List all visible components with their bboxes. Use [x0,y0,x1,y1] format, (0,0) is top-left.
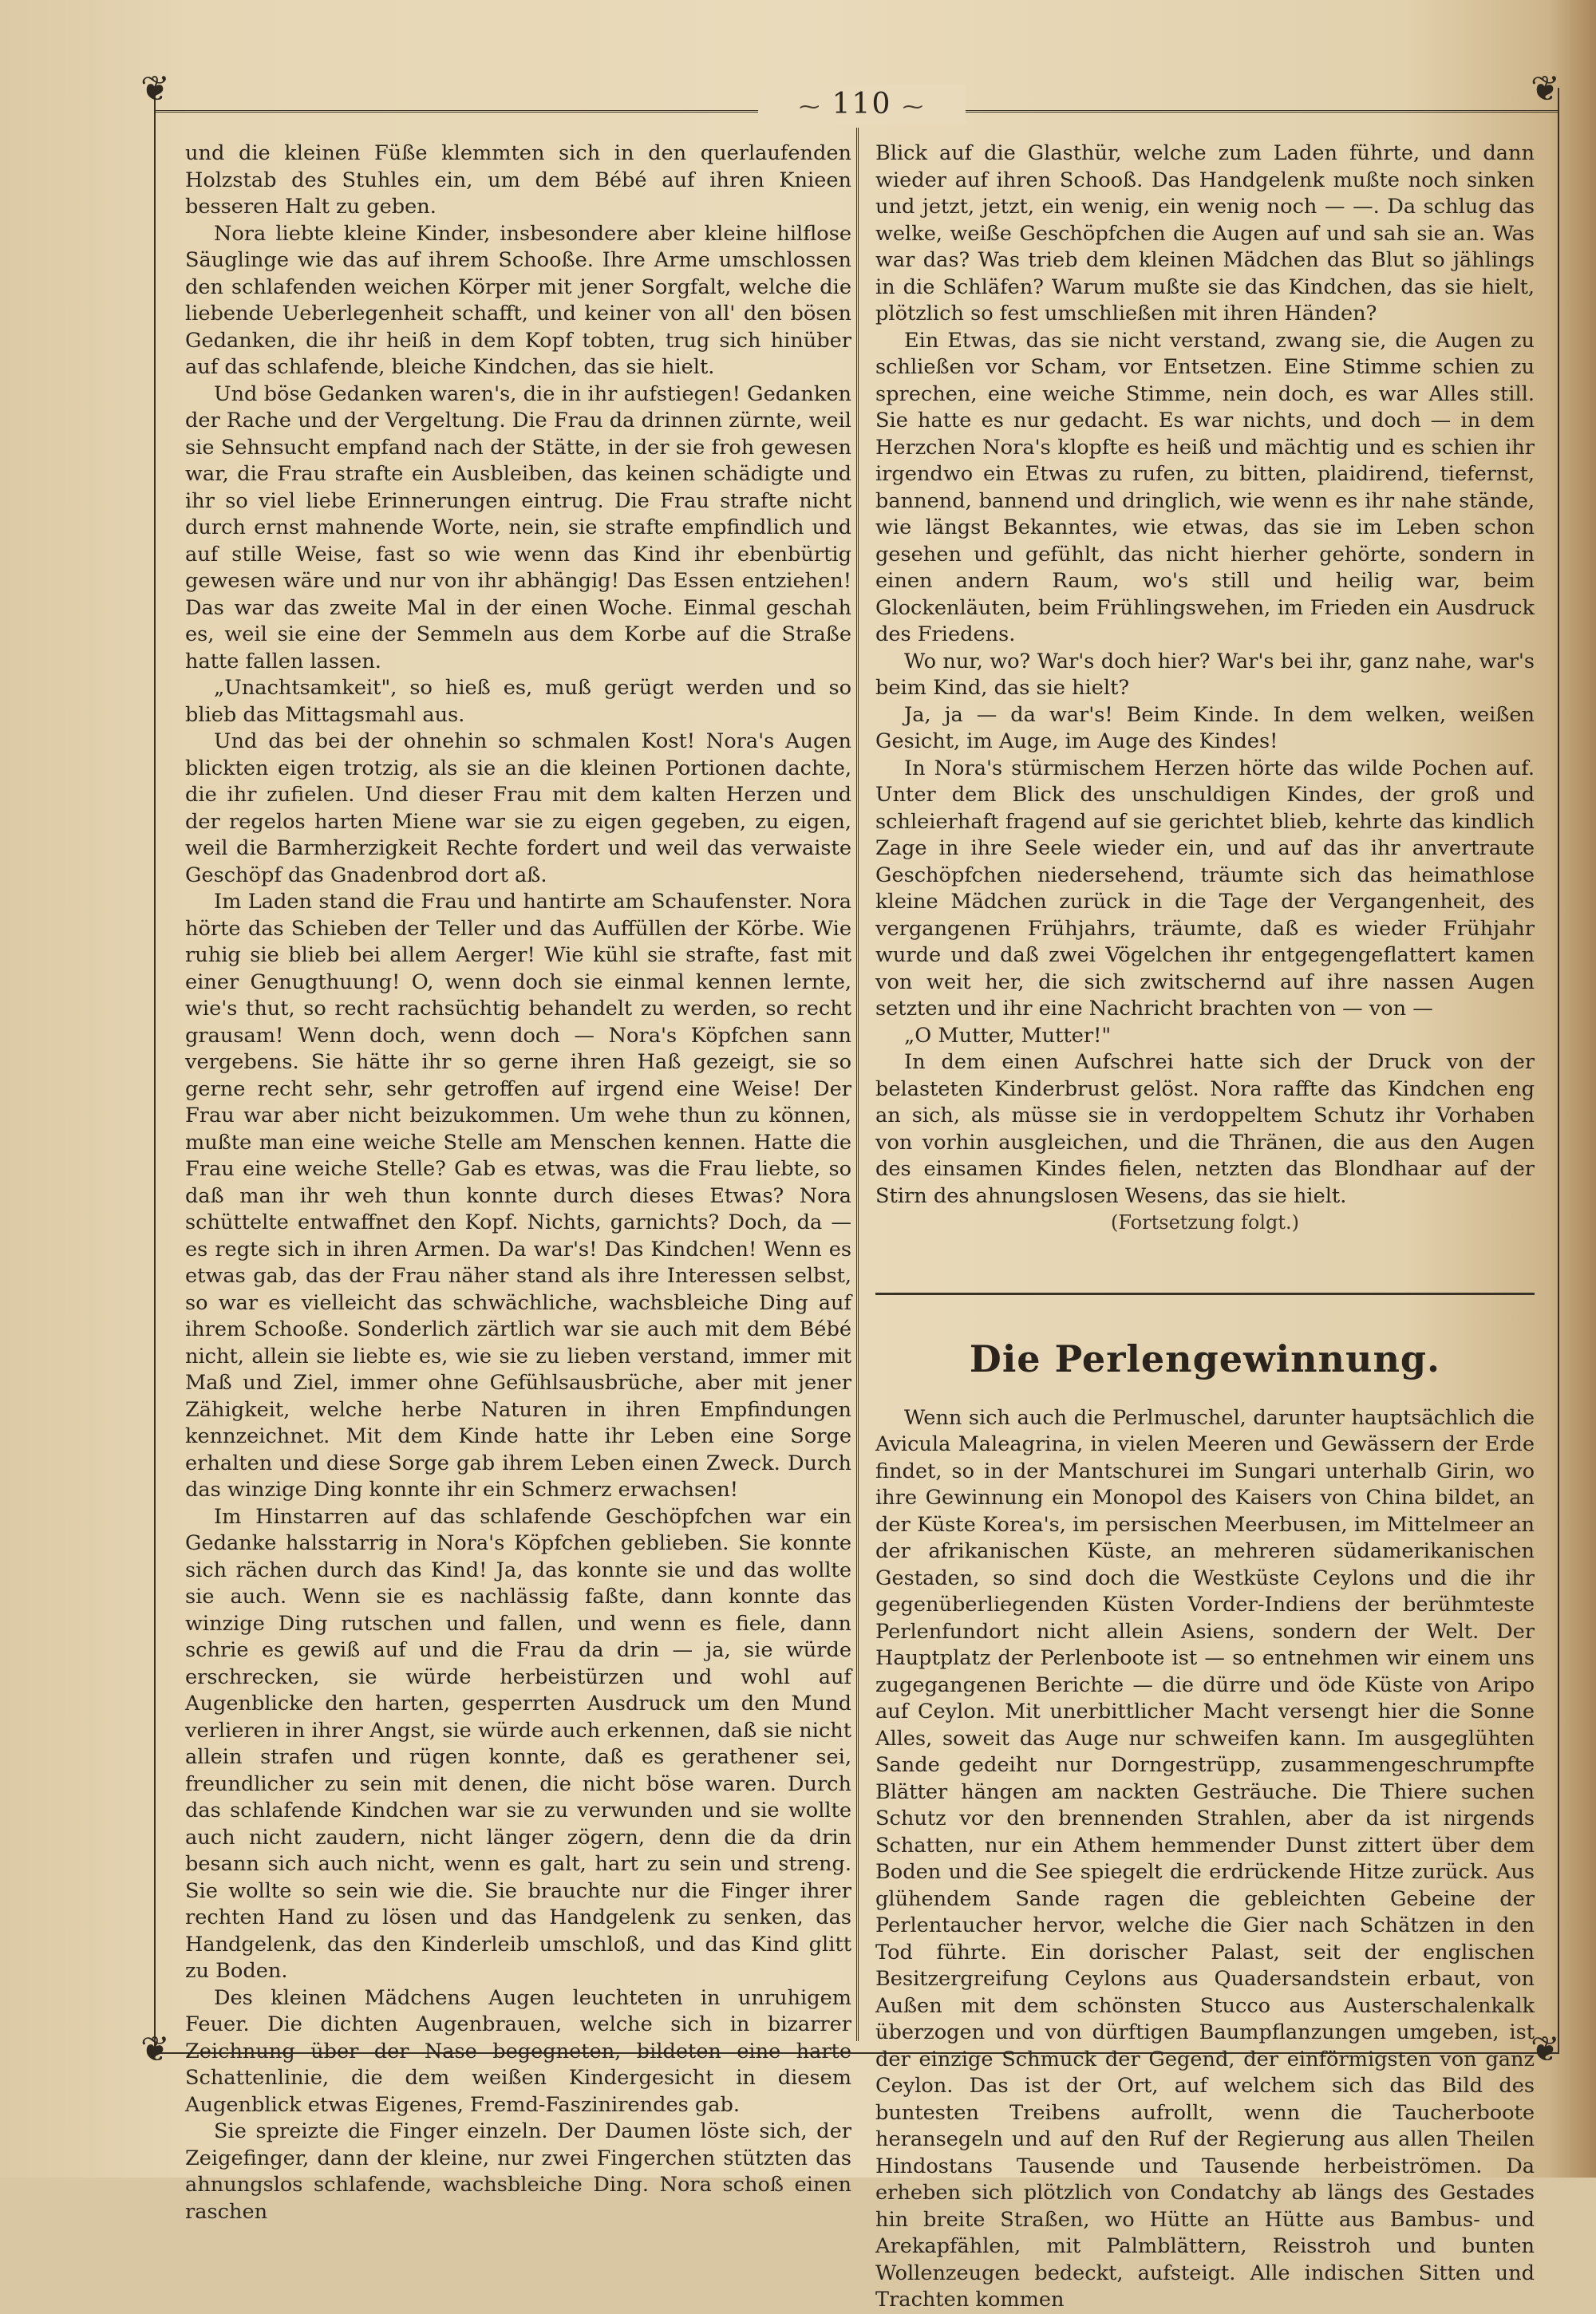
corner-ornament-icon: ❦ [1531,69,1560,109]
right-column [875,140,1535,2312]
paragraph: Des kleinen Mädchens Augen leuchteten in unruhigem Feuer. Die dichten Augenbrauen, welche sich in bizarrer Zeichnung über der Nase begegneten, bildeten eine harte Schattenlinie, die dem weißen Kindergesicht in diesem Augenblick etwas Eigenes, Fremd-Faszinirendes gab. [185,1985,851,2117]
paragraph: Ja, ja — da war's! Beim Kinde. In dem welken, weißen Gesicht, im Auge, im Auge des Kindes! [875,702,1535,753]
continuation-note: (Fortsetzung folgt.) [1111,1211,1299,1234]
paragraph: „Unachtsamkeit", so hieß es, muß gerügt werden und so blieb das Mittagsmahl aus. [185,676,851,727]
paragraph: Sie spreizte die Finger einzeln. Der Daumen löste sich, der Zeigefinger, dann der kleine, nur zwei Fingerchen stützten das ahnungslos schlafende, wachsbleiche Ding. Nora schoß einen raschen [185,2119,851,2224]
corner-ornament-icon: ❦ [140,69,170,109]
corner-ornament-icon: ❦ [140,2029,170,2070]
paragraph: In dem einen Aufschrei hatte sich der Druck von der belasteten Kinderbrust gelöst. Nora raffte das Kindchen eng an sich, als müsse sie in verdoppeltem Schutz ihr Vorhaben von vorhin ausgleichen, und die Thränen, die aus den Augen des einsamen Kindes fielen, netzten das Blondhaar auf der Stirn des ahnungslosen Wesens, das sie hielt. [875,1050,1535,1208]
paragraph: Wo nur, wo? War's doch hier? War's bei ihr, ganz nahe, war's beim Kind, das sie hielt? [875,649,1535,700]
page-number: 110 [832,88,892,120]
paragraph: Wenn sich auch die Perlmuschel, darunter hauptsächlich die Avicula Maleagrina, in vielen Meeren und Gewässern der Erde findet, so in der Mantschurei im Sungari unterhalb Girin, wo ihre Gewinnung ein Monopol des Kaisers von China bildet, an der Küste Korea's, im persischen Meerbusen, im Mittelmeer an der afrikanischen Küste, an mehreren südamerikanischen Gestaden, so sind doch die Westküste Ceylons und die ihr gegenüberliegenden Küsten Vorder-Indiens der berühmteste Perlenfundort nicht allein Asiens, sondern der Welt. Der Hauptplatz der Perlenboote ist — so entnehmen wir einem uns zugegangenen Berichte — die dürre und öde Küste von Aripo auf Ceylon. Mit unerbittlicher Macht versengt hier die Sonne Alles, soweit das Auge nur schweifen kann. Im ausgeglühten Sande gedeiht nur Dorngestrüpp, zusammengeschrumpfte Blätter hängen am nackten Gesträuche. Die Thiere suchen Schutz vor den brennenden Strahlen, aber da ist nirgends Schatten, nur ein Athem hemmender Dunst zittert über dem Boden und die See spiegelt die erdrückende Hitze zurück. Aus glühendem Sande ragen die gebleichten Gebeine der Perlentaucher hervor, welche die Gier nach Schätzen in den Tod führte. Ein dorischer Palast, seit der englischen Besitzergreifung Ceylons aus Quadersandstein erbaut, von Außen mit dem schönsten Stucco aus Austerschalenkalk überzogen und von dürftigen Baumpflanzungen umgeben, ist der einzige Schmuck der Gegend, der einförmigsten von ganz Ceylon. Das ist der Ort, auf welchem sich das Bild des buntesten Treibens aufrollt, wenn die Taucherboote heransegeln und auf den Ruf der Regierung aus allen Theilen Hindostans Tausende und Tausende herbeiströmen. Da erheben sich plötzlich von Condatchy ab längs des Gestades hin breite Straßen, wo Hütte an Hütte aus Bambus- und Arekapfählen, mit Palmblättern, Reisstroh und bunten Wollenzeugen bedeckt, aufsteigt. Alle indischen Sitten und Trachten kommen [875,1405,1535,2312]
left-column [185,140,851,2224]
column-divider [856,128,859,2041]
paragraph: Im Hinstarren auf das schlafende Geschöpfchen war ein Gedanke halsstarrig in Nora's Köpfchen geblieben. Sie konnte sich rächen durch das Kind! Ja, das konnte sie und das wollte sie auch. Wenn sie es nachlässig faßte, dann konnte das winzige Ding rutschen und fallen, und wenn es fiele, dann schrie es gewiß auf und die Frau da drin — ja, sie würde erschrecken, sie würde herbeistürzen und wohl auf Augenblicke den harten, gesperrten Ausdruck um den Mund verlieren in ihrer Angst, sie würde auch erkennen, daß sie nicht allein strafen und rügen konnte, daß es gerathener sei, freundlicher zu sein mit denen, die nicht böse waren. Durch das schlafende Kindchen war sie zu verwunden und sie wollte auch nicht zaudern, nicht länger zögern, denn die da drin besann sich auch nicht, wenn es galt, hart zu sein und streng. Sie wollte so sein wie die. Sie brauchte nur die Finger ihrer rechten Hand zu lösen und das Handgelenk zu senken, das Handgelenk, das den Kinderleib umschloß, und das Kind glitt zu Boden. [185,1504,851,1983]
paragraph: Nora liebte kleine Kinder, insbesondere aber kleine hilflose Säuglinge wie das auf ihrem Schooße. Ihre Arme umschlossen den schlafenden weichen Körper mit jener Sorgfalt, welche die liebende Ueberlegenheit schafft, und keiner von all' den bösen Gedanken, die ihr heiß in dem Kopf tobten, trug sich hinüber auf das schlafende, bleiche Kindchen, das sie hielt. [185,221,851,379]
flourish-right-icon: ⁓ [902,95,925,119]
page-number-header [758,85,966,124]
paragraph: Und das bei der ohnehin so schmalen Kost! Nora's Augen blickten eigen trotzig, als sie an die kleinen Portionen dachte, die ihr zufielen. Und dieser Frau mit dem kalten Herzen und der regelos harten Miene war sie zu eigen gegeben, zu eigen, weil die Barmherzigkeit Rechte fordert und weil das verwaiste Geschöpf das Gnadenbrod dort aß. [185,729,851,887]
paragraph: und die kleinen Füße klemmten sich in den querlaufenden Holzstab des Stuhles ein, um dem Bébé auf ihren Knieen besseren Halt zu geben. [185,141,851,219]
paragraph: In Nora's stürmischem Herzen hörte das wilde Pochen auf. Unter dem Blick des unschuldigen Kindes, der groß und schleierhaft fragend auf sie gerichtet blieb, kehrte das kindlich Zage in ihre Seele wieder ein, und auf das ihr anvertraute Geschöpfchen niedersehend, träumte sich das heimathlose kleine Mädchen zurück in die Tage der Vergangenheit, des vergangenen Frühjahrs, träumte, daß es wieder Frühjahr wurde und daß zwei Vögelchen ihr entgegengeflattert kamen von weit her, die sich zwitschernd auf ihre nassen Augen setzten und ihr eine Nachricht brachten von — von — [875,756,1535,1021]
article-title: Die Perlengewinnung. [969,1337,1441,1380]
paragraph: Und böse Gedanken waren's, die in ihr aufstiegen! Gedanken der Rache und der Vergeltung. Die Frau da drinnen zürnte, weil sie Sehnsucht empfand nach der Stätte, in der sie froh gewesen war, die Frau strafte ein Ausbleiben, das keinen schädigte und ihr so viel liebe Erinnerungen eintrug. Die Frau strafte nicht durch ernst mahnende Worte, nein, sie strafte empfindlich und auf stille Weise, fast so wie wenn das Kind ihr ebenbürtig gewesen wäre und nur von ihr abhängig! Das Essen entziehen! Das war das zweite Mal in der einen Woche. Einmal geschah es, weil sie eine der Semmeln aus dem Korbe auf die Straße hatte fallen lassen. [185,381,851,673]
flourish-left-icon: ⁓ [799,95,822,119]
paragraph: Im Laden stand die Frau und hantirte am Schaufenster. Nora hörte das Schieben der Teller und das Auffüllen der Körbe. Wie ruhig sie blieb bei allem Aerger! Wie kühl sie strafte, fast mit einer Genugthuung! O, wenn doch sie einmal kennen lernte, wie's thut, so recht rachsüchtig behandelt zu werden, so recht grausam! Wenn doch, wenn doch — Nora's Köpfchen sann vergebens. Sie hätte ihr so gerne ihren Haß gezeigt, sie so gerne recht sehr, sehr getroffen auf irgend eine Weise! Der Frau war aber nicht beizukommen. Um wehe thun zu können, mußte man eine weiche Stelle am Menschen kennen. Hatte die Frau eine weiche Stelle? Gab es etwas, was die Frau liebte, so daß man ihr weh thun konnte durch dieses Etwas? Nora schüttelte entwaffnet den Kopf. Nichts, garnichts? Doch, da — es regte sich in ihren Armen. Da war's! Das Kindchen! Wenn es etwas gab, das der Frau näher stand als ihre Interessen selbst, so war es vielleicht das schwächliche, wachsbleiche Ding auf ihrem Schooße. Sonderlich zärtlich war sie auch mit dem Bébé nicht, allein sie liebte es, wie sie zu lieben verstand, immer mit Maß und Ziel, immer ohne Gefühlsausbrüche, aber mit jener Zähigkeit, welche herbe Naturen in ihren Empfindungen kennzeichnet. Mit dem Kinde hatte ihr Leben eine Sorge erhalten und diese Sorge gab ihrem Leben einen Zweck. Durch das winzige Ding konnte ihr ein Schmerz erwachsen! [185,890,851,1502]
article-separator [875,1293,1535,1295]
paragraph: Blick auf die Glasthür, welche zum Laden führte, und dann wieder auf ihren Schooß. Das Handgelenk mußte noch sinken und jetzt, jetzt, ein wenig, ein wenig noch — —. Da schlug das welke, weiße Geschöpfchen die Augen auf und sah sie an. Was war das? Was trieb dem kleinen Mädchen das Blut so jählings in die Schläfen? Warum mußte sie das Kindchen, das sie hielt, plötzlich so fest umschließen mit ihren Händen? [875,141,1535,326]
paragraph: Ein Etwas, das sie nicht verstand, zwang sie, die Augen zu schließen vor Scham, vor Entsetzen. Eine Stimme schien zu sprechen, eine weiche Stimme, nein doch, es war Alles still. Sie hatte es nur gedacht. Es war nichts, und doch — in dem Herzchen Nora's klopfte es heiß und mächtig und es schien ihr irgendwo ein Etwas zu rufen, zu bitten, plaidirend, tiefernst, bannend, bannend und dringlich, wie wenn es ihr nahe stände, wie längst Bekanntes, wie etwas, das sie im Leben schon gesehen und gefühlt, das nicht hierher gehörte, sondern in einen andern Raum, wo's still und heilig war, beim Glockenläuten, beim Frühlingswehen, im Frieden ein Ausdruck des Friedens. [875,328,1535,646]
paragraph: „O Mutter, Mutter!" [904,1023,1112,1048]
corner-ornament-icon: ❦ [1531,2029,1560,2070]
